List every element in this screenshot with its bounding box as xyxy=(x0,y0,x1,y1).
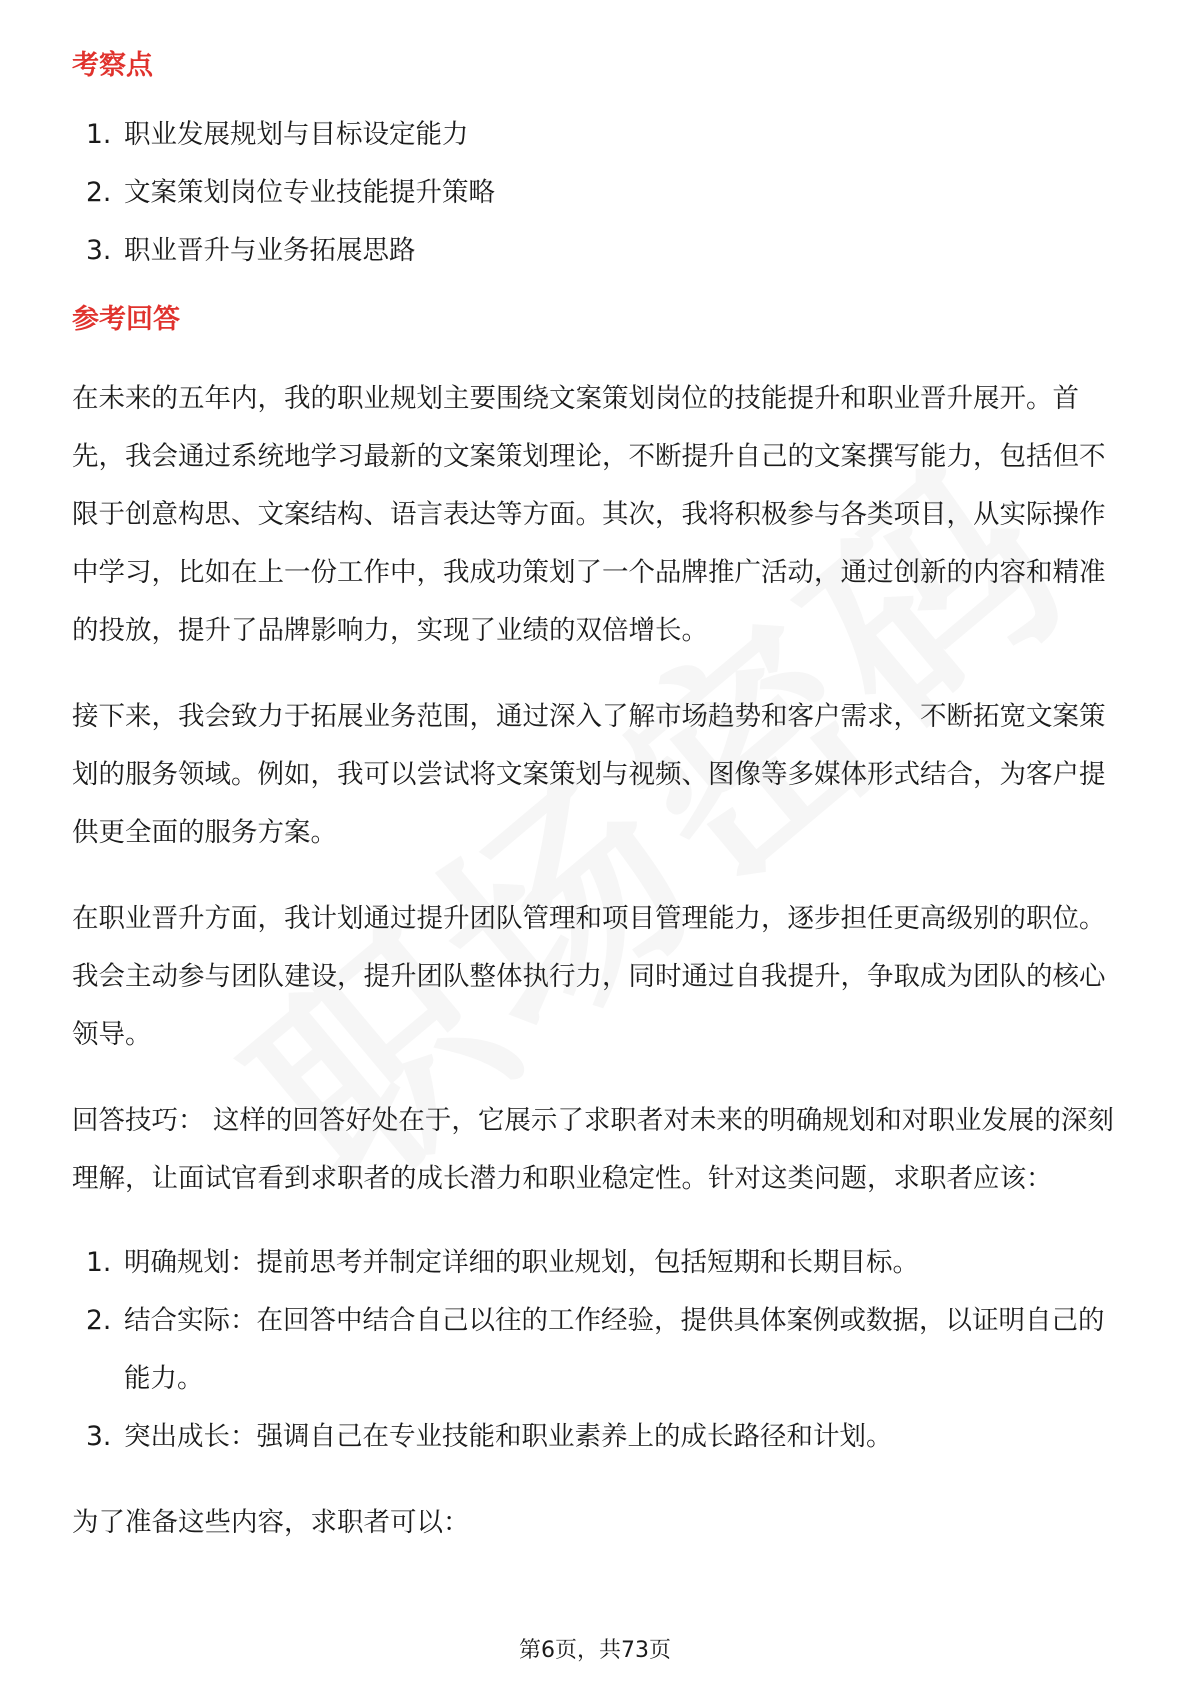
answer-paragraph: 接下来，我会致力于拓展业务范围，通过深入了解市场趋势和客户需求，不断拓宽文案策划的服务领域。例如，我可以尝试将文案策划与视频、图像等多媒体形式结合，为客户提供更全面的服务方案。 xyxy=(72,701,1106,848)
section-title-exam-points: 考察点 xyxy=(72,50,153,81)
page-number-footer: 第6页，共73页 xyxy=(519,1638,671,1663)
list-item: 2. 结合实际：在回答中结合自己以往的工作经验，提供具体案例或数据，以证明自己的能力。 xyxy=(86,1305,1105,1394)
section-title-reference-answer: 参考回答 xyxy=(72,304,180,335)
list-item: 3. 职业晋升与业务拓展思路 xyxy=(86,235,416,266)
answer-paragraph: 在职业晋升方面，我计划通过提升团队管理和项目管理能力，逐步担任更高级别的职位。我会主动参与团队建设，提升团队整体执行力，同时通过自我提升，争取成为团队的核心领导。 xyxy=(72,903,1106,1050)
list-item: 2. 文案策划岗位专业技能提升策略 xyxy=(86,177,495,208)
document-page xyxy=(72,46,1122,1552)
tips-list xyxy=(72,1234,1122,1466)
list-item: 3. 突出成长：强调自己在专业技能和职业素养上的成长路径和计划。 xyxy=(86,1421,893,1452)
answer-tips-paragraph: 回答技巧： 这样的回答好处在于，它展示了求职者对未来的明确规划和对职业发展的深刻理解，让面试官看到求职者的成长潜力和职业稳定性。针对这类问题，求职者应该： xyxy=(72,1105,1114,1194)
list-item: 1. 明确规划：提前思考并制定详细的职业规划，包括短期和长期目标。 xyxy=(86,1247,919,1278)
list-item: 1. 职业发展规划与目标设定能力 xyxy=(86,119,469,150)
closing-paragraph: 为了准备这些内容，求职者可以： xyxy=(72,1507,470,1538)
answer-paragraph: 在未来的五年内，我的职业规划主要围绕文案策划岗位的技能提升和职业晋升展开。首先，我会通过系统地学习最新的文案策划理论，不断提升自己的文案撰写能力，包括但不限于创意构思、文案结构、语言表达等方面。其次，我将积极参与各类项目，从实际操作中学习，比如在上一份工作中，我成功策划了一个品牌推广活动，通过创新的内容和精准的投放，提升了品牌影响力，实现了业绩的双倍增长。 xyxy=(72,383,1106,646)
exam-points-list xyxy=(72,106,1122,280)
